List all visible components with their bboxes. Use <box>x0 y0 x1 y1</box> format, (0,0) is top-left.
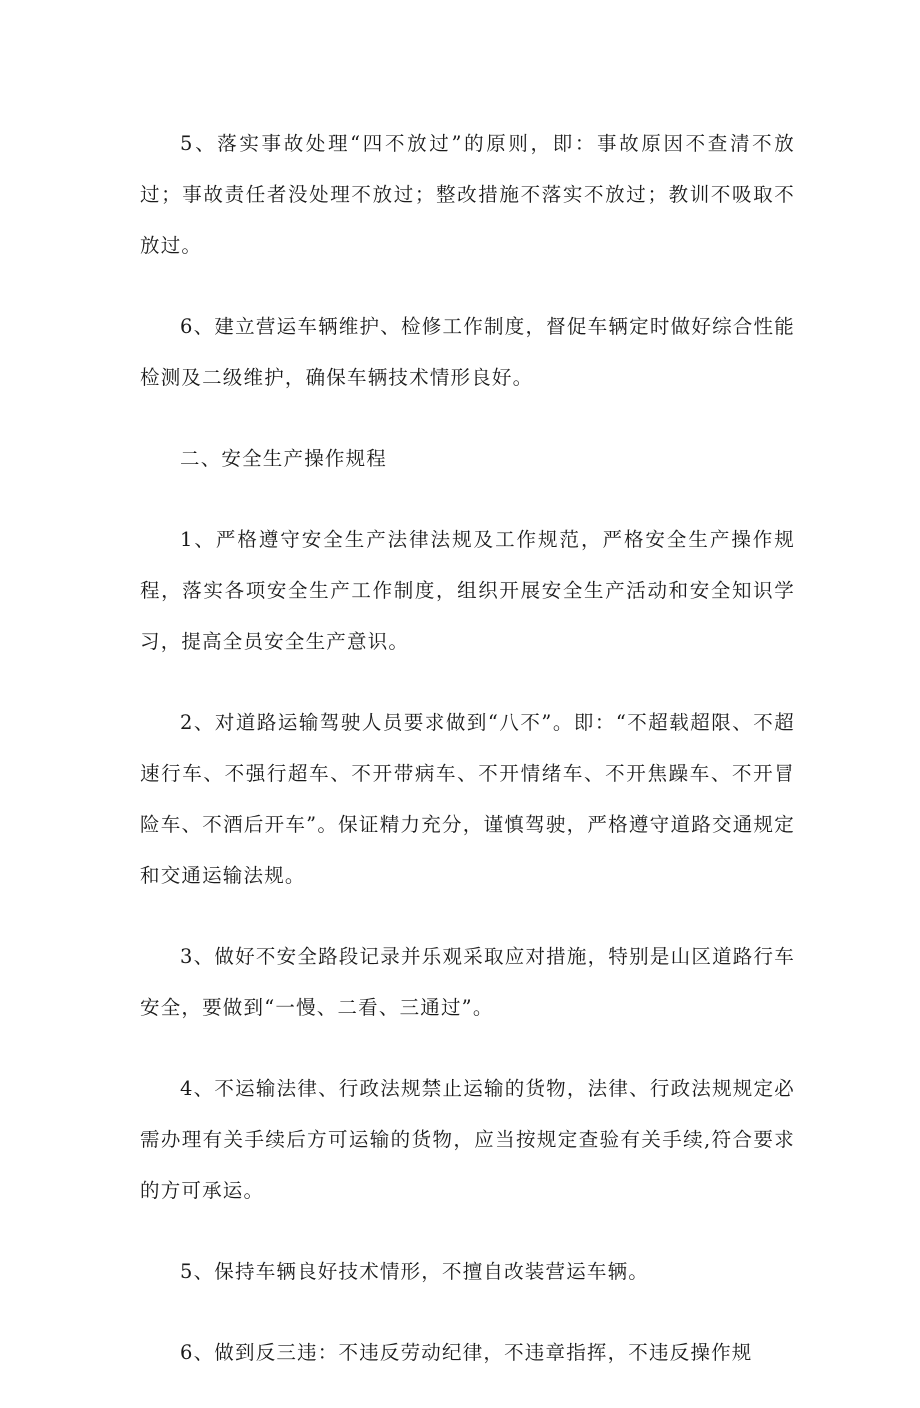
paragraph-accident-principle: 5、落实事故处理“四不放过”的原则，即：事故原因不查清不放过；事故责任者没处理不放过；整改措施不落实不放过；教训不吸取不放过。 <box>140 132 795 257</box>
paragraph-rule-3: 3、做好不安全路段记录并乐观采取应对措施，特别是山区道路行车安全，要做到“一慢、二看、三通过”。 <box>140 945 795 1019</box>
section-heading-safety-rules: 二、安全生产操作规程 <box>180 447 388 470</box>
paragraph-rule-6: 6、做到反三违：不违反劳动纪律，不违章指挥，不违反操作规 <box>180 1341 753 1364</box>
paragraph-rule-5: 5、保持车辆良好技术情形，不擅自改装营运车辆。 <box>180 1260 650 1283</box>
paragraph-rule-4: 4、不运输法律、行政法规禁止运输的货物，法律、行政法规规定必需办理有关手续后方可运输的货物，应当按规定查验有关手续,符合要求的方可承运。 <box>140 1077 795 1202</box>
document-body <box>140 118 795 1408</box>
paragraph-vehicle-maintenance: 6、建立营运车辆维护、检修工作制度，督促车辆定时做好综合性能检测及二级维护，确保车辆技术情形良好。 <box>140 315 795 389</box>
paragraph-rule-2: 2、对道路运输驾驶人员要求做到“八不”。即：“不超载超限、不超速行车、不强行超车、不开带病车、不开情绪车、不开焦躁车、不开冒险车、不酒后开车”。保证精力充分，谨慎驾驶，严格遵守道路交通规定和交通运输法规。 <box>140 711 795 887</box>
paragraph-rule-1: 1、严格遵守安全生产法律法规及工作规范，严格安全生产操作规程，落实各项安全生产工作制度，组织开展安全生产活动和安全知识学习，提高全员安全生产意识。 <box>140 528 795 653</box>
